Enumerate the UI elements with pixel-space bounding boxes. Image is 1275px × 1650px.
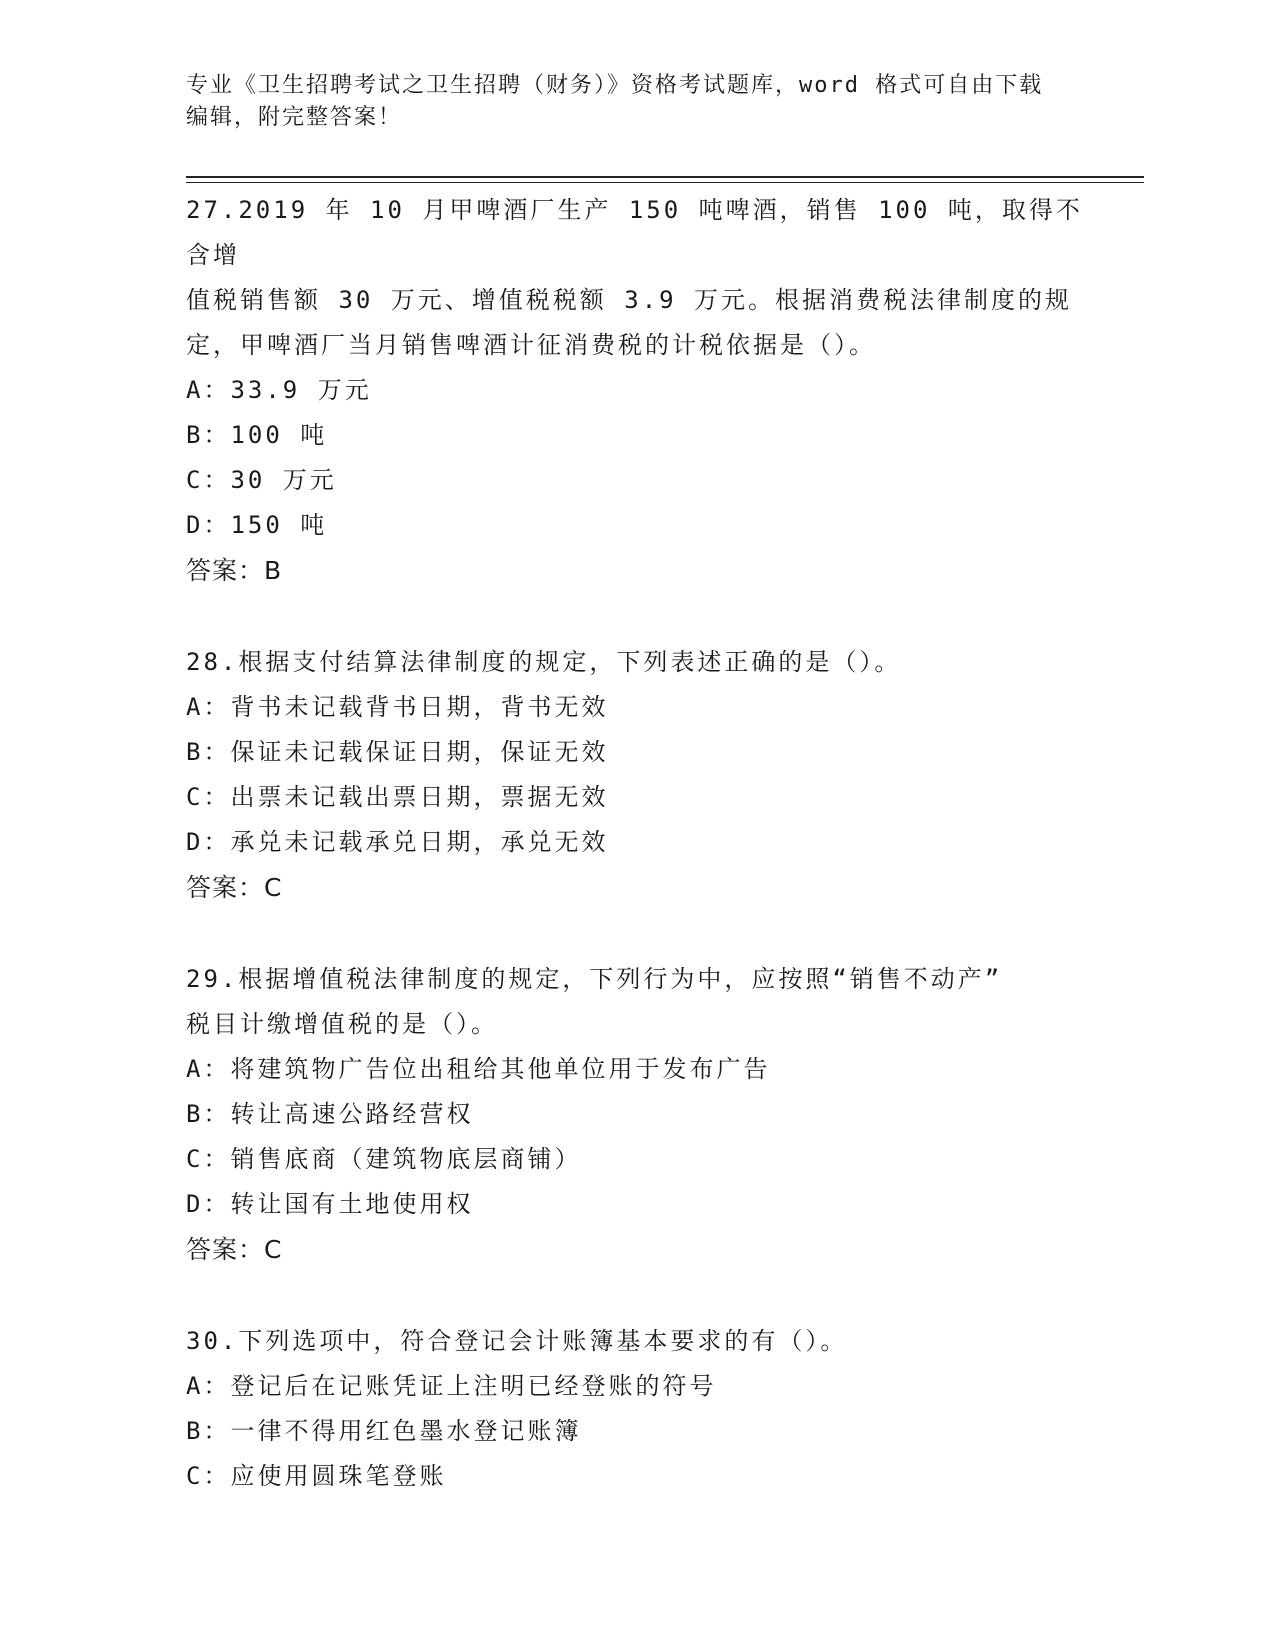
question-list: [186, 188, 1086, 1545]
header-line-1: 专业《卫生招聘考试之卫生招聘（财务）》资格考试题库，word 格式可自由下载: [186, 73, 1044, 98]
option-c: C：30 万元: [186, 466, 337, 494]
option-b: B：转让高速公路经营权: [186, 1100, 474, 1128]
option-a: A：登记后在记账凭证上注明已经登账的符号: [186, 1372, 717, 1400]
header-divider-thin: [186, 182, 1144, 183]
question-text-line: 28.根据支付结算法律制度的规定，下列表述正确的是（）。: [186, 648, 902, 676]
question-29: [186, 957, 1086, 1273]
answer: 答案：C: [186, 1235, 283, 1264]
option-b: B：一律不得用红色墨水登记账簿: [186, 1417, 582, 1445]
option-d: D：150 吨: [186, 511, 328, 539]
option-d: D：承兑未记载承兑日期，承兑无效: [186, 828, 609, 856]
option-a: A：33.9 万元: [186, 376, 372, 404]
option-a: A：背书未记载背书日期，背书无效: [186, 693, 609, 721]
question-text-line: 30.下列选项中，符合登记会计账簿基本要求的有（）。: [186, 1327, 848, 1355]
question-28: [186, 640, 1086, 911]
document-header: [186, 70, 1086, 134]
option-c: C：应使用圆珠笔登账: [186, 1462, 447, 1490]
question-text-line: 29.根据增值税法律制度的规定，下列行为中，应按照“销售不动产”: [186, 965, 1003, 993]
header-divider-thick: [186, 176, 1144, 178]
option-a: A：将建筑物广告位出租给其他单位用于发布广告: [186, 1055, 771, 1083]
question-text-line: 税目计缴增值税的是（）。: [186, 1010, 498, 1038]
option-b: B：100 吨: [186, 421, 328, 449]
option-c: C：出票未记载出票日期，票据无效: [186, 783, 609, 811]
option-d: D：转让国有土地使用权: [186, 1190, 474, 1218]
question-text-line: 定，甲啤酒厂当月销售啤酒计征消费税的计税依据是（）。: [186, 331, 876, 359]
question-27: [186, 188, 1086, 594]
header-line-2: 编辑，附完整答案！: [186, 105, 403, 130]
answer: 答案：B: [186, 556, 283, 585]
answer: 答案：C: [186, 873, 283, 902]
question-text-line: 27.2019 年 10 月甲啤酒厂生产 150 吨啤酒，销售 100 吨，取得不含增: [186, 196, 1083, 269]
option-c: C：销售底商（建筑物底层商铺）: [186, 1145, 582, 1173]
question-30: [186, 1319, 1086, 1499]
option-b: B：保证未记载保证日期，保证无效: [186, 738, 609, 766]
question-text-line: 值税销售额 30 万元、增值税税额 3.9 万元。根据消费税法律制度的规: [186, 286, 1073, 314]
